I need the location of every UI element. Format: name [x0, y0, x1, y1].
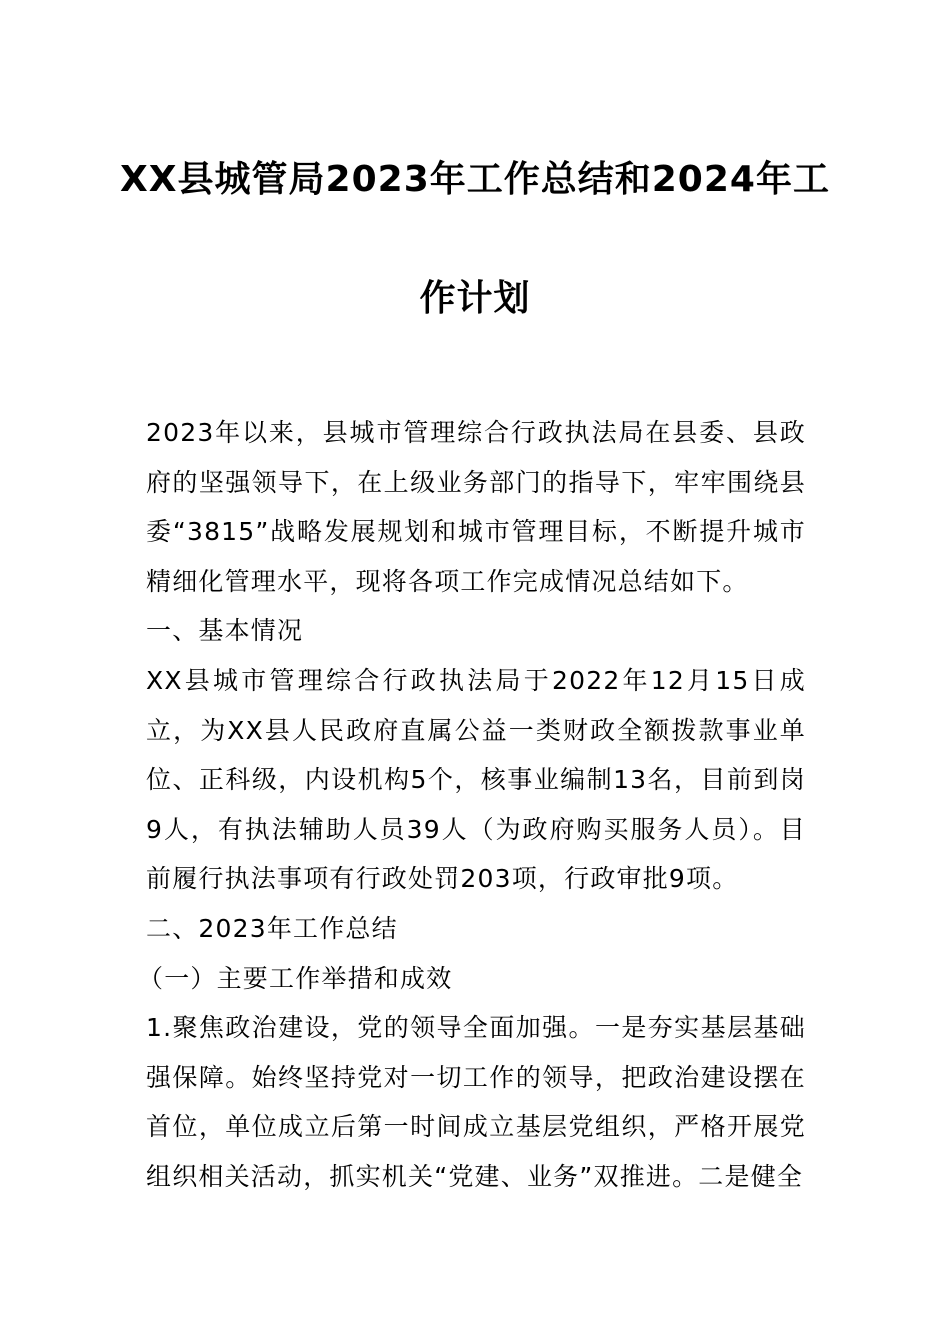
intro-paragraph: 2023年以来，县城市管理综合行政执法局在县委、县政府的坚强领导下，在上级业务部门的指导下，牢牢围绕县委“3815”战略发展规划和城市管理目标，不断提升城市精细化管理水平，现将各项工作完成情况总结如下。: [146, 418, 806, 596]
document-title-line-2: 作计划: [419, 278, 531, 319]
section-2-subheading: （一）主要工作举措和成效: [138, 963, 453, 993]
section-1-paragraph: XX县城市管理综合行政执法局于2022年12月15日成立，为XX县人民政府直属公益一类财政全额拨款事业单位、正科级，内设机构5个，核事业编制13名，目前到岗9人，有执法辅助人员39人（为政府购买服务人员）。目前履行执法事项有行政处罚203项，行政审批9项。: [146, 665, 806, 894]
section-2-heading: 二、2023年工作总结: [146, 913, 398, 943]
section-1-heading: 一、基本情况: [146, 616, 304, 646]
document-body: [138, 408, 806, 1202]
document-title-line-1: XX县城管局2023年工作总结和2024年工: [120, 159, 830, 200]
item-1-paragraph: 1.聚焦政治建设，党的领导全面加强。一是夯实基层基础强保障。始终坚持党对一切工作的领导，把政治建设摆在首位，单位成立后第一时间成立基层党组织，严格开展党组织相关活动，抓实机关“党建、业务”双推进。二是健全: [146, 1013, 806, 1191]
